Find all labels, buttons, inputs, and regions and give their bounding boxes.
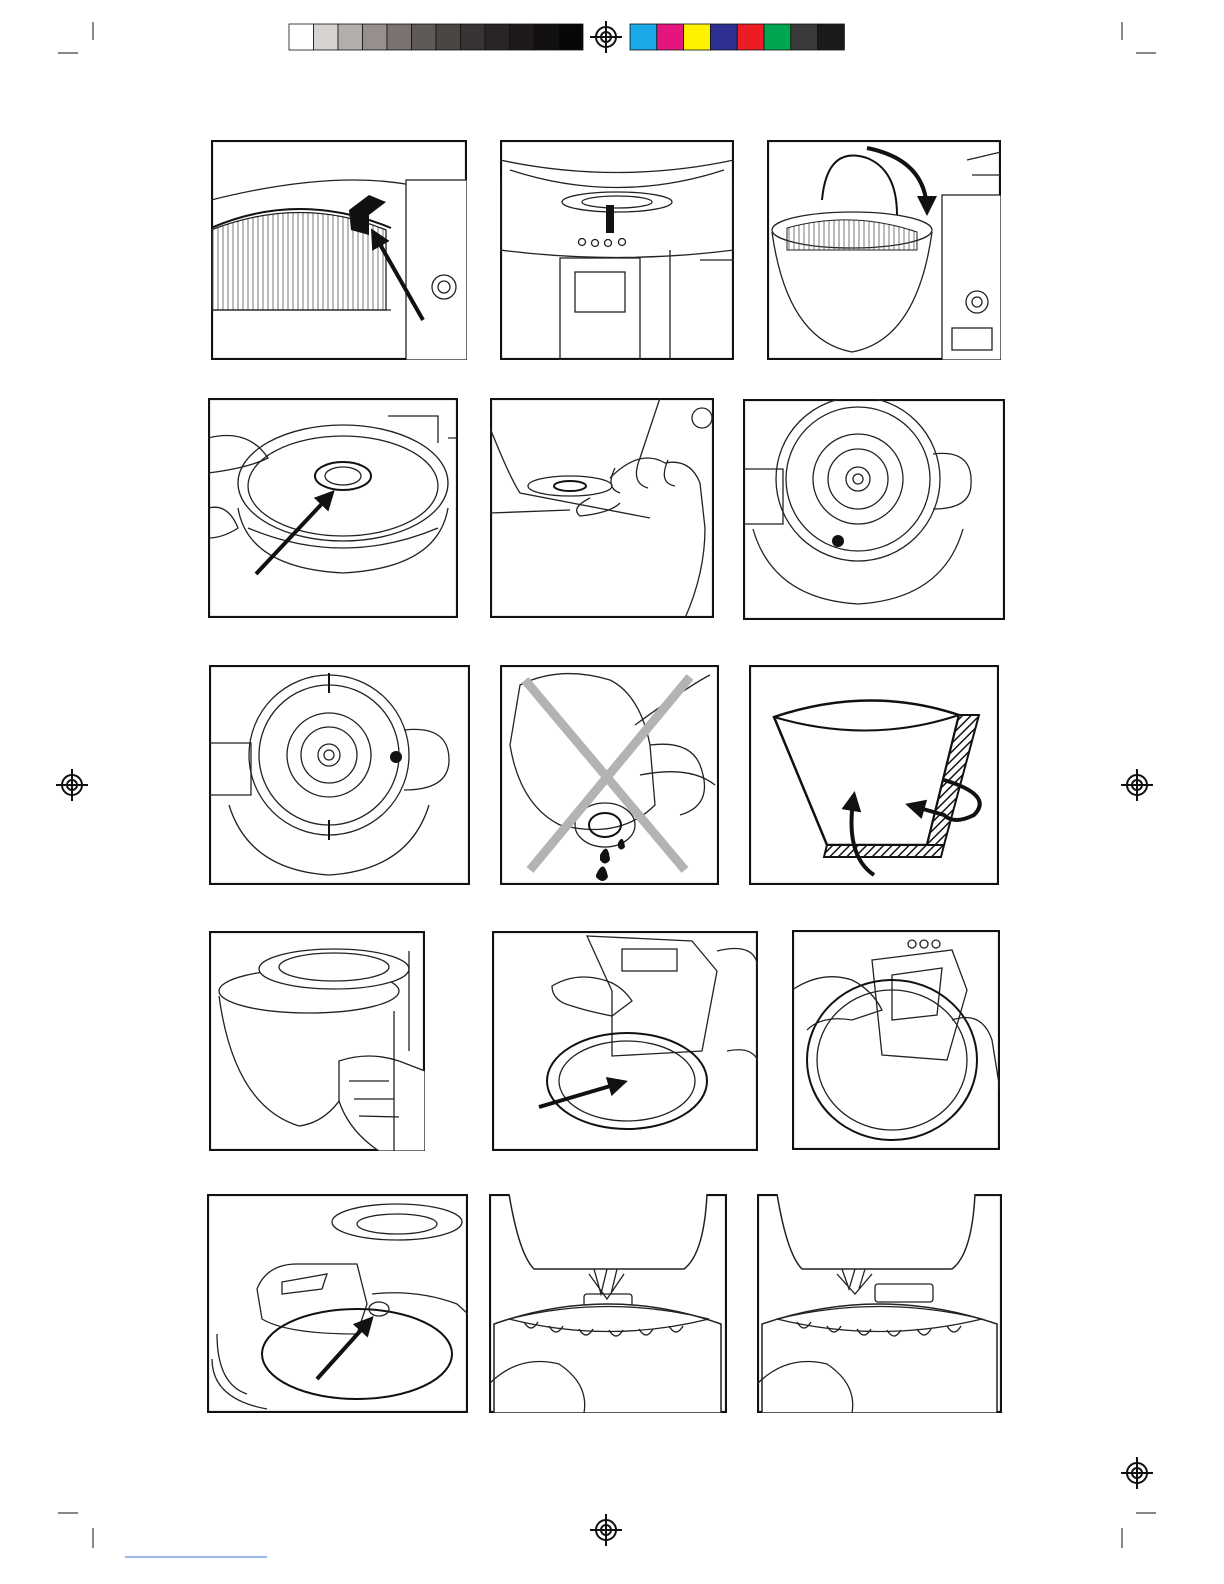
calibration-swatch [461,24,486,50]
illustration-8 [501,666,718,884]
calibration-swatch [485,24,510,50]
illustration-15 [757,1194,1002,1413]
calibration-swatch [338,24,363,50]
grayscale-calibration-bar [289,24,583,50]
illustration-12 [792,931,1000,1149]
illustration-9 [750,666,998,884]
calibration-swatch [710,24,737,50]
illustration-7 [209,666,469,884]
illustration-3 [768,141,1001,360]
illustration-1 [211,141,467,360]
calibration-swatch [534,24,559,50]
calibration-swatch [657,24,684,50]
illustration-14 [489,1194,726,1413]
calibration-swatch [791,24,818,50]
calibration-swatch [559,24,584,50]
calibration-swatch [289,24,314,50]
calibration-swatch [314,24,339,50]
registration-crosshair-icon [590,21,622,53]
calibration-swatch [630,24,657,50]
illustration-11 [493,932,758,1150]
registration-crosshair-icon [1121,1457,1153,1489]
color-calibration-bar [630,24,844,50]
calibration-swatch [387,24,412,50]
calibration-swatch [363,24,388,50]
illustration-10 [210,932,425,1151]
registration-crosshair-icon [590,1514,622,1546]
registration-crosshair-icon [56,769,88,801]
calibration-swatch [436,24,461,50]
registration-crosshair-icon [1121,769,1153,801]
illustration-6 [743,397,1004,619]
illustration-2 [500,141,734,360]
calibration-swatch [510,24,535,50]
illustration-5 [490,398,713,618]
calibration-swatch [684,24,711,50]
illustration-4 [208,399,458,617]
calibration-swatch [737,24,764,50]
calibration-swatch [818,24,845,50]
illustration-13 [208,1195,468,1412]
calibration-swatch [412,24,437,50]
calibration-swatch [764,24,791,50]
